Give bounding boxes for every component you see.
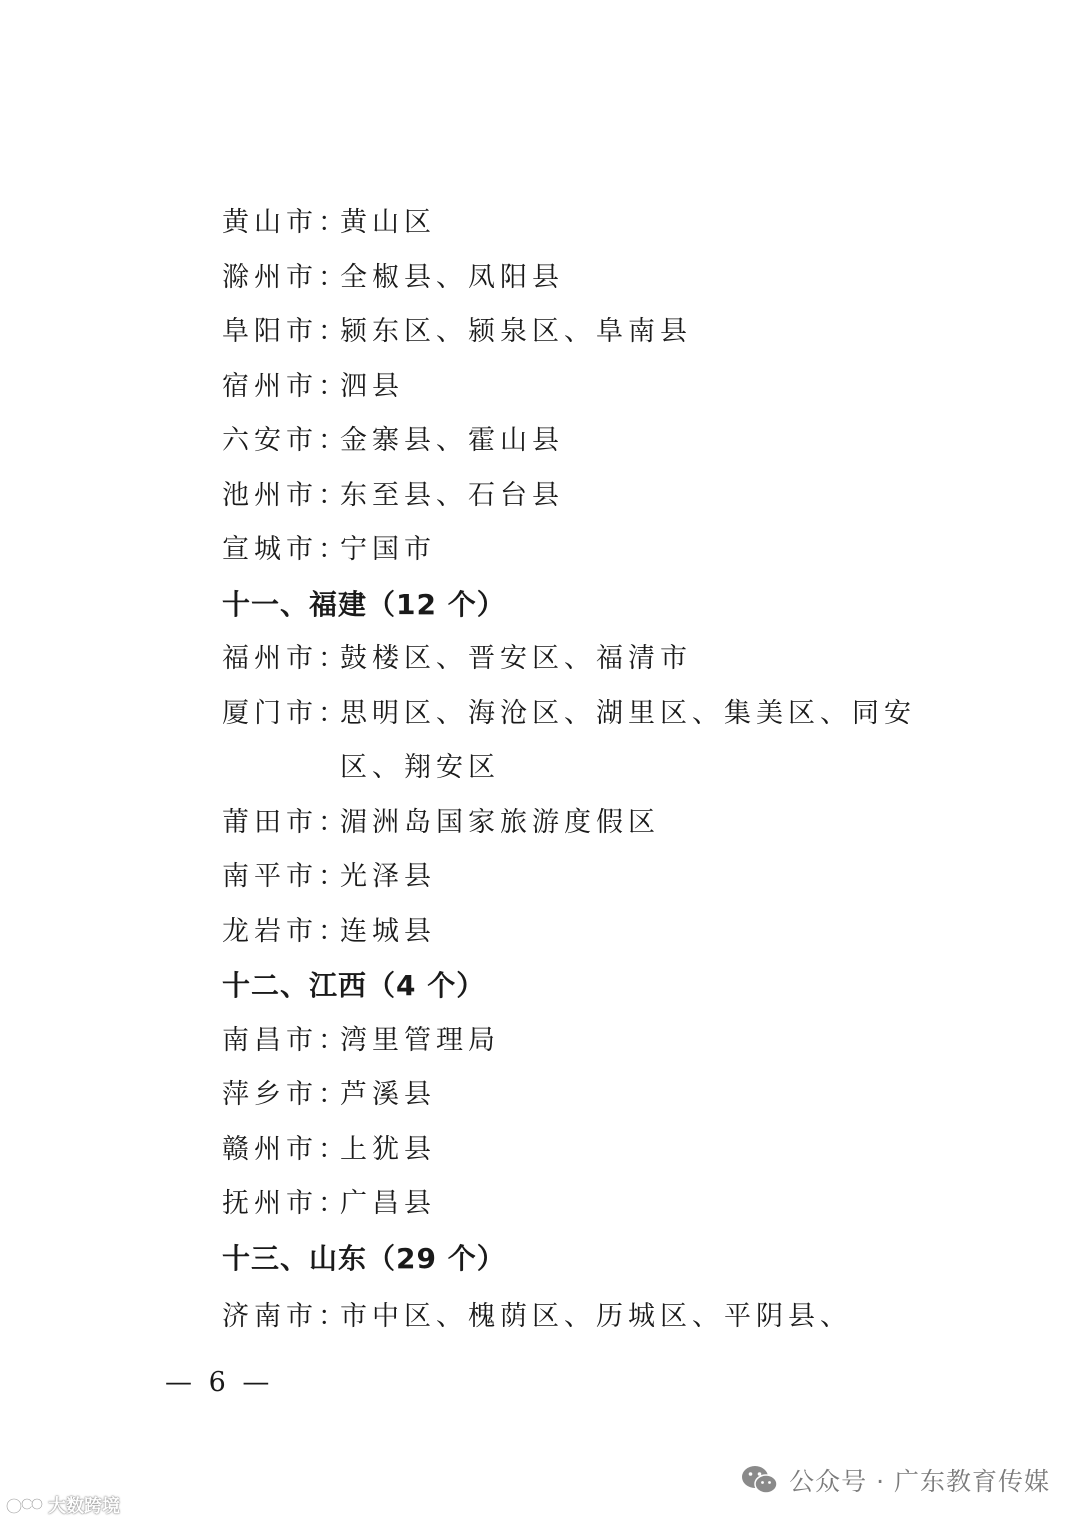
list-item	[222, 469, 942, 524]
list-item	[222, 687, 942, 796]
city-label: 六安市：	[222, 425, 350, 456]
list-item	[222, 905, 942, 960]
wechat-icon	[741, 1464, 779, 1496]
district-list: 宁国市	[340, 534, 436, 565]
list-item	[222, 251, 942, 306]
district-list: 颍东区、颍泉区、阜南县	[340, 316, 692, 347]
brand-logo-icon	[6, 1494, 44, 1516]
district-list: 黄山区	[340, 207, 436, 238]
city-label: 宿州市：	[222, 370, 350, 402]
list-item	[222, 1177, 942, 1232]
watermark-wechat-account	[741, 1462, 1050, 1498]
page-number: — 6 —	[165, 1367, 274, 1398]
city-label: 赣州市：	[222, 1133, 350, 1165]
list-item	[222, 1123, 942, 1178]
list-item	[222, 1068, 942, 1123]
list-item	[222, 414, 942, 469]
list-item	[222, 523, 942, 578]
document-body	[222, 196, 942, 1345]
city-label: 阜阳市：	[222, 316, 350, 347]
district-list: 光泽县	[340, 861, 436, 892]
list-item	[222, 1014, 942, 1069]
district-list: 金寨县、霍山县	[340, 425, 564, 456]
district-list: 全椒县、凤阳县	[340, 261, 564, 293]
city-label: 南昌市：	[222, 1024, 350, 1056]
list-item	[222, 850, 942, 905]
list-item	[222, 796, 942, 851]
district-list: 市中区、槐荫区、历城区、平阴县、	[340, 1301, 852, 1332]
district-list: 思明区、海沧区、湖里区、集美区、同安区、翔安区	[340, 697, 916, 783]
city-label: 宣城市：	[222, 534, 350, 565]
district-list: 湄洲岛国家旅游度假区	[340, 806, 660, 838]
city-label: 济南市：	[222, 1301, 350, 1332]
list-item	[222, 305, 942, 360]
city-label: 南平市：	[222, 861, 350, 892]
district-list: 连城县	[340, 915, 436, 947]
watermark-left-text: 大数跨境	[48, 1496, 120, 1517]
watermark-text: 公众号 · 广东教育传媒	[789, 1467, 1050, 1496]
list-item	[222, 632, 942, 687]
district-list: 广昌县	[340, 1188, 436, 1219]
city-label: 抚州市：	[222, 1188, 350, 1219]
section-heading-fujian: 十一、福建（12 个）	[222, 587, 506, 621]
city-label: 池州市：	[222, 479, 350, 511]
city-label: 福州市：	[222, 643, 350, 674]
section-heading-jiangxi: 十二、江西（4 个）	[222, 969, 486, 1002]
district-list: 东至县、石台县	[340, 479, 564, 511]
list-item	[222, 196, 942, 251]
district-list: 芦溪县	[340, 1079, 436, 1110]
district-list: 鼓楼区、晋安区、福清市	[340, 643, 692, 674]
city-label: 厦门市：	[222, 697, 350, 729]
district-list: 上犹县	[340, 1133, 436, 1165]
district-list: 泗县	[340, 370, 404, 402]
district-list: 湾里管理局	[340, 1024, 500, 1056]
list-item	[222, 360, 942, 415]
city-label: 滁州市：	[222, 261, 350, 293]
list-item	[222, 1290, 942, 1345]
watermark-brand	[6, 1492, 120, 1518]
city-label: 莆田市：	[222, 806, 350, 838]
section-heading-shandong: 十三、山东（29 个）	[222, 1241, 506, 1275]
city-label: 黄山市：	[222, 207, 350, 238]
city-label: 龙岩市：	[222, 915, 350, 947]
city-label: 萍乡市：	[222, 1079, 350, 1110]
